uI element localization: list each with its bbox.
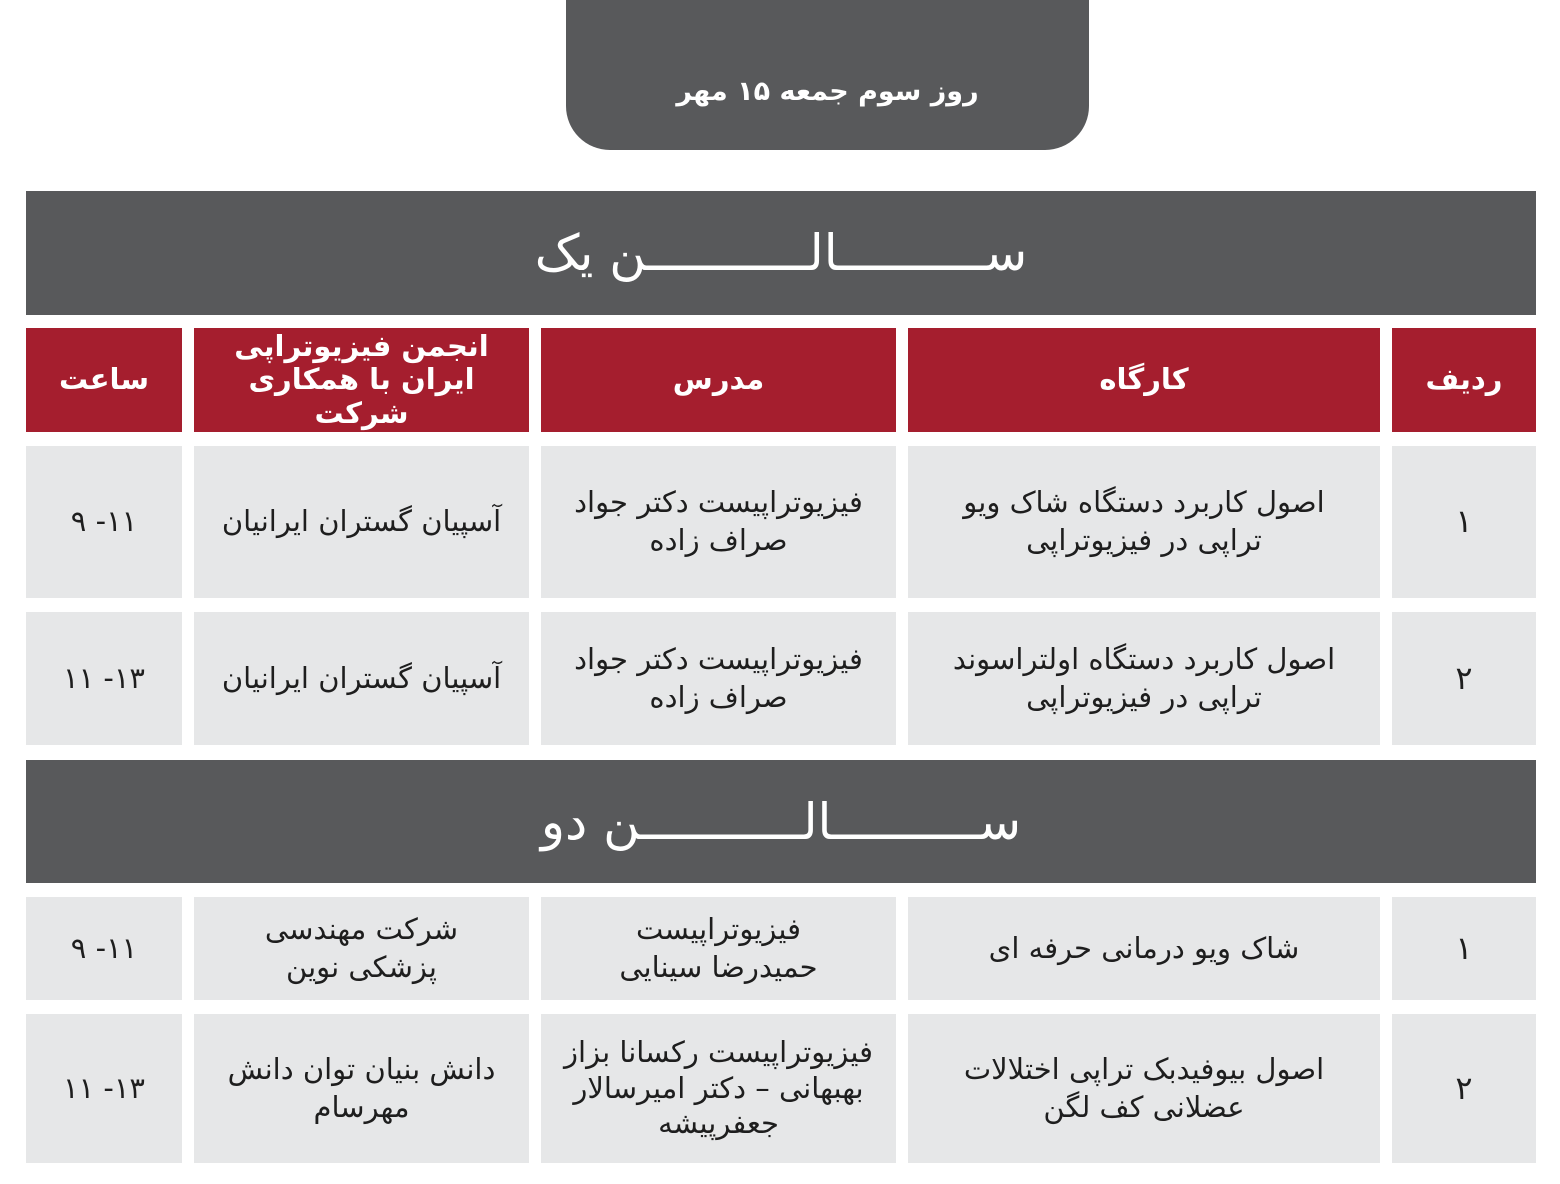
header-row-number [1392, 328, 1536, 432]
workshop-text: اصول کاربرد دستگاه شاک ویو تراپی در فیزیوتراپی [963, 485, 1325, 557]
header-organizer [194, 328, 529, 432]
header-workshop-label: کارگاه [1099, 362, 1189, 397]
table-row-cell-time [26, 446, 182, 598]
teacher-text: فیزیوتراپیست دکتر جواد صراف زاده [574, 641, 863, 714]
table-row-cell-teacher [541, 446, 896, 598]
row-number: ۲ [1455, 1068, 1473, 1107]
table-row-cell-teacher [541, 1014, 896, 1163]
hall-two-title: ســــــــــالـــــــــــن دو [540, 792, 1022, 851]
header-teacher [541, 328, 896, 432]
header-time-label: ساعت [59, 362, 149, 397]
table-row-cell-time [26, 897, 182, 1000]
organizer-text: دانش بنیان توان دانش مهرسام [227, 1051, 496, 1124]
organizer-text: آسپیان گستران ایرانیان [221, 660, 502, 695]
time-text: ۱۳- ۱۱ [63, 1070, 145, 1105]
time-text: ۱۱- ۹ [70, 504, 138, 539]
row-number: ۱ [1455, 502, 1473, 541]
table-row-cell-organizer [194, 612, 529, 745]
table-row-cell-time [26, 612, 182, 745]
time-text: ۱۳- ۱۱ [63, 660, 145, 695]
time-text: ۱۱- ۹ [70, 930, 138, 965]
table-row-cell-organizer [194, 897, 529, 1000]
table-row-cell-number [1392, 897, 1536, 1000]
header-row-number-label: ردیف [1425, 362, 1503, 397]
table-row-cell-time [26, 1014, 182, 1163]
teacher-text: فیزیوتراپیست حمیدرضا سینایی [619, 911, 818, 984]
table-row-cell-teacher [541, 897, 896, 1000]
workshop-text: شاک ویو درمانی حرفه ای [988, 930, 1300, 965]
table-row-cell-organizer [194, 446, 529, 598]
organizer-text: شرکت مهندسی پزشکی نوین [264, 911, 459, 984]
table-row-cell-workshop [908, 1014, 1380, 1163]
table-row-cell-organizer [194, 1014, 529, 1163]
row-number: ۱ [1455, 928, 1473, 967]
header-time [26, 328, 182, 432]
day-title-tab [566, 0, 1089, 150]
table-row-cell-number [1392, 1014, 1536, 1163]
table-row-cell-number [1392, 446, 1536, 598]
table-row-cell-workshop [908, 897, 1380, 1000]
header-organizer-label: انجمن فیزیوتراپی ایران با همکاری شرکت [234, 328, 489, 430]
workshop-text: اصول بیوفیدبک تراپی اختلالات عضلانی کف لگن [963, 1051, 1325, 1124]
hall-two-banner [26, 760, 1536, 883]
workshop-text: اصول کاربرد دستگاه اولتراسوند تراپی در فیزیوتراپی [952, 641, 1336, 714]
table-row-cell-workshop [908, 612, 1380, 745]
hall-one-title: ســــــــــالـــــــــــن یک [534, 224, 1028, 282]
table-row-cell-number [1392, 612, 1536, 745]
teacher-text: فیزیوتراپیست رکسانا بزاز بهبهانی – دکتر امیرسالار جعفرپیشه [564, 1035, 873, 1141]
row-number: ۲ [1455, 658, 1473, 697]
header-teacher-label: مدرس [672, 362, 765, 397]
hall-one-banner [26, 191, 1536, 315]
organizer-text: آسپیان گستران ایرانیان [221, 504, 502, 539]
table-row-cell-teacher [541, 612, 896, 745]
teacher-text: فیزیوتراپیست دکتر جواد صراف زاده [574, 485, 863, 557]
header-workshop [908, 328, 1380, 432]
table-row-cell-workshop [908, 446, 1380, 598]
day-title: روز سوم جمعه ۱۵ مهر [676, 75, 979, 107]
